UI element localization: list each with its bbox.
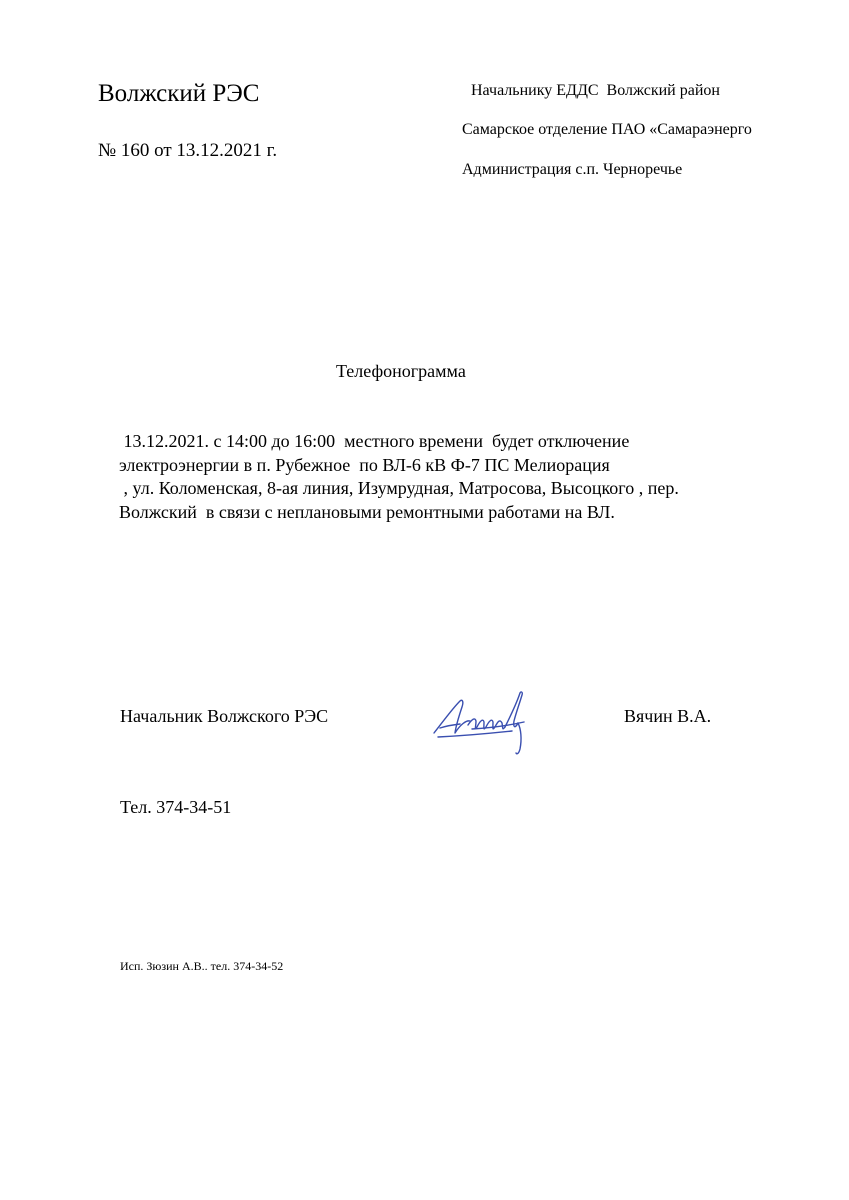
executor-info: Исп. Зюзин А.В.. тел. 374-34-52 (120, 959, 284, 973)
recipient-line: Начальнику ЕДДС Волжский район (467, 82, 720, 99)
signer-position: Начальник Волжского РЭС (120, 706, 329, 726)
signer-name: Вячин В.А. (624, 706, 712, 726)
document-title: Телефонограмма (336, 361, 466, 381)
message-body-line: Волжский в связи с неплановыми ремонтными работами на ВЛ. (119, 501, 615, 522)
document-number: № 160 от 13.12.2021 г. (98, 140, 278, 161)
message-body (119, 430, 679, 524)
handwritten-signature (428, 683, 546, 765)
message-body-line: 13.12.2021. с 14:00 до 16:00 местного времени будет отключение (119, 431, 630, 451)
recipient-line: Администрация с.п. Черноречье (462, 161, 683, 178)
message-body-line: , ул. Коломенская, 8-ая линия, Изумрудная, Матросова, Высоцкого , пер. (119, 478, 679, 498)
phone-number: Тел. 374-34-51 (120, 797, 232, 817)
recipient-line: Самарское отделение ПАО «Самараэнерго (462, 121, 752, 138)
organization-name: Волжский РЭС (98, 80, 260, 107)
message-body-line: электроэнергии в п. Рубежное по ВЛ-6 кВ Ф-7 ПС Мелиорация (119, 454, 610, 475)
